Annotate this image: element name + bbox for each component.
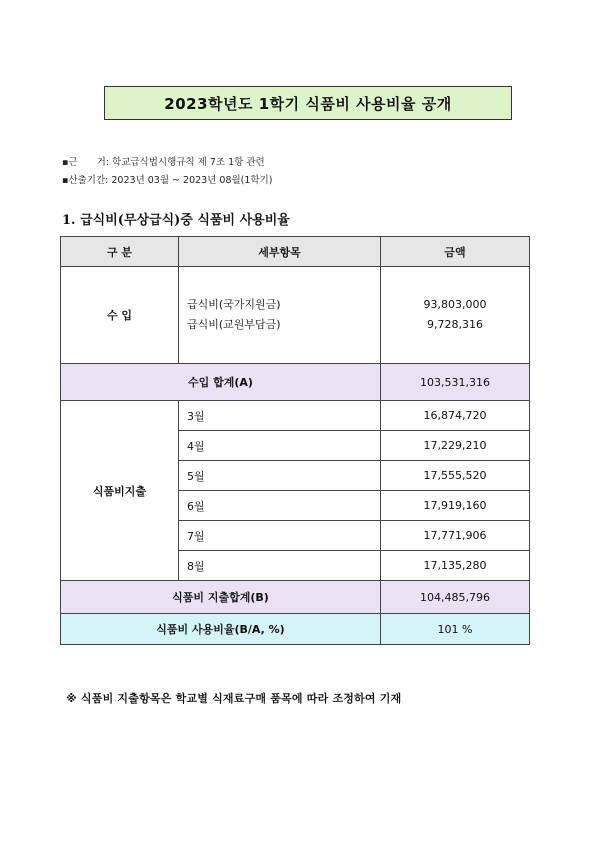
income-item-name: 급식비(교원부담금) — [187, 318, 281, 331]
expense-month: 7월 — [179, 521, 381, 551]
expense-amount: 17,555,520 — [381, 461, 530, 491]
income-label: 수 입 — [61, 267, 179, 364]
expense-total-amount: 104,485,796 — [381, 581, 530, 614]
income-item-amount: 93,803,000 — [423, 298, 487, 311]
expense-label: 식품비지출 — [61, 401, 179, 581]
period-label: ▪산출기간: — [62, 175, 109, 186]
expense-month: 3월 — [179, 401, 381, 431]
header-amount: 금액 — [381, 237, 530, 267]
expense-month: 4월 — [179, 431, 381, 461]
expense-amount: 17,771,906 — [381, 521, 530, 551]
expense-month: 5월 — [179, 461, 381, 491]
expense-total-row — [61, 581, 530, 614]
income-total-amount: 103,531,316 — [381, 364, 530, 401]
expense-row — [61, 401, 530, 431]
ratio-label: 식품비 사용비율(B/A, %) — [61, 614, 381, 645]
expense-amount: 17,919,160 — [381, 491, 530, 521]
page-title-text: 2023학년도 1학기 식품비 사용비율 공개 — [164, 94, 452, 113]
ratio-value: 101 % — [381, 614, 530, 645]
income-row — [61, 267, 530, 364]
income-items — [179, 267, 381, 364]
header-category: 구 분 — [61, 237, 179, 267]
period-value: 2023년 03월 ~ 2023년 08월(1학기) — [111, 175, 273, 186]
expense-total-label: 식품비 지출합계(B) — [61, 581, 381, 614]
income-amounts — [381, 267, 530, 364]
header-detail: 세부항목 — [179, 237, 381, 267]
expense-month: 8월 — [179, 551, 381, 581]
income-total-label: 수입 합계(A) — [61, 364, 381, 401]
expense-amount: 16,874,720 — [381, 401, 530, 431]
basis-line — [62, 154, 265, 168]
expense-month: 6월 — [179, 491, 381, 521]
expense-amount: 17,229,210 — [381, 431, 530, 461]
section-title: 1. 급식비(무상급식)중 식품비 사용비율 — [62, 213, 290, 228]
ratio-row — [61, 614, 530, 645]
income-total-row — [61, 364, 530, 401]
income-item-name: 급식비(국가지원금) — [187, 298, 281, 311]
basis-label: ▪근 거: — [62, 157, 109, 168]
table-header-row — [61, 237, 530, 267]
expense-amount: 17,135,280 — [381, 551, 530, 581]
food-cost-table — [60, 236, 530, 645]
period-line — [62, 172, 272, 186]
income-item-amount: 9,728,316 — [427, 318, 483, 331]
basis-value: 학교급식법시행규칙 제 7조 1항 관련 — [112, 157, 265, 168]
page-title — [104, 86, 512, 120]
footnote: ※ 식품비 지출항목은 학교별 식재료구매 품목에 따라 조정하여 기재 — [66, 692, 402, 705]
